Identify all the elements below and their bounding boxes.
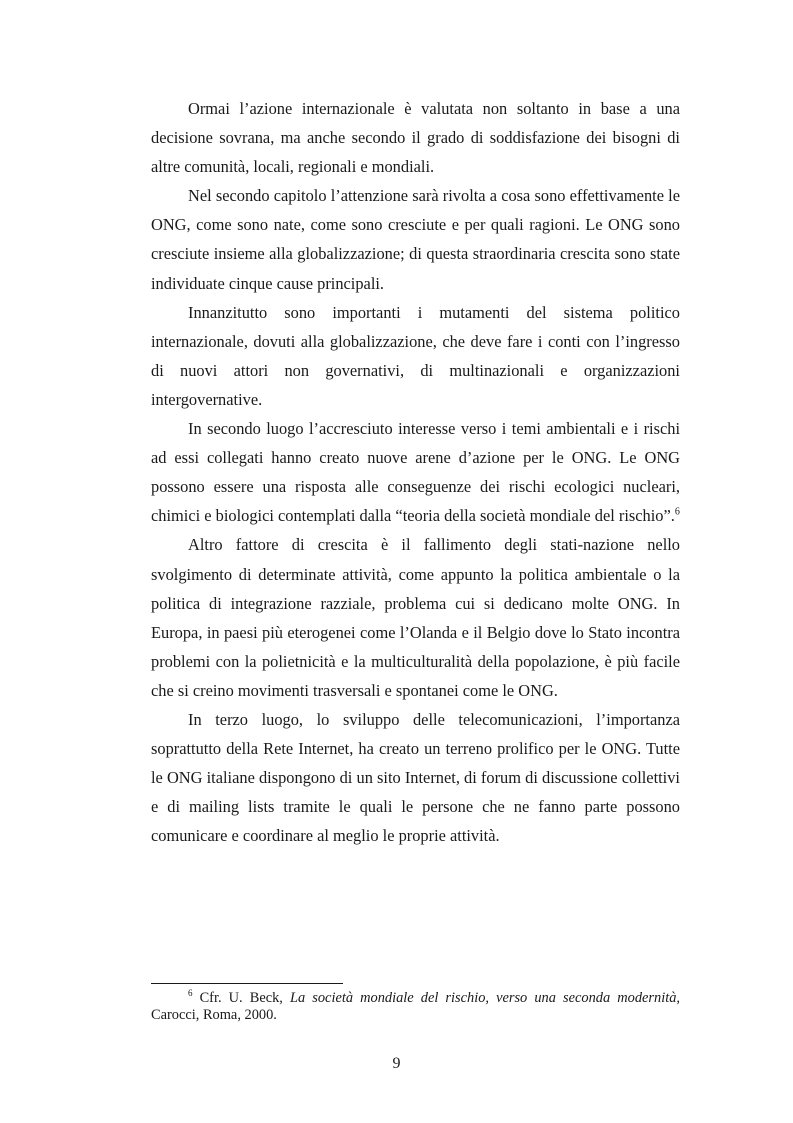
footnote-suffix: Carocci, Roma, 2000. [151, 1007, 277, 1023]
paragraph-4-text: In secondo luogo l’accresciuto interesse verso i temi ambientali e i rischi ad essi collegati hanno creato nuove arene d’azione per le ONG. Le ONG possono essere una risposta alle conseguenze dei rischi ecologici nucleari, chimici e biologici contemplati dalla “teoria della società mondiale del rischio”. [151, 419, 680, 526]
paragraph-3: Innanzitutto sono importanti i mutamenti del sistema politico internazionale, dovuti alla globalizzazione, che deve fare i conti con l’ingresso di nuovi attori non governativi, di multinazionali e organizzazioni intergovernative. [151, 302, 680, 409]
paragraph-6: In terzo luogo, lo sviluppo delle telecomunicazioni, l’importanza soprattutto della Rete Internet, ha creato un terreno prolifico per le ONG. Tutte le ONG italiane dispongono di un sito Internet, di forum di discussione collettivi e di mailing lists tramite le quali le persone che ne fanno parte possono comunicare e coordinare al meglio le proprie attività. [151, 709, 680, 846]
footnote [151, 990, 680, 1024]
page-number: 9 [392, 1055, 401, 1072]
paragraph-1: Ormai l’azione internazionale è valutata non soltanto in base a una decisione sovrana, ma anche secondo il grado di soddisfazione dei bisogni di altre comunità, locali, regionali e mondiali. [151, 99, 680, 177]
body-text [151, 94, 680, 850]
footnote-reference: 6 [674, 506, 680, 518]
footnote-prefix: Cfr. U. Beck, [192, 990, 290, 1006]
footnote-number: 6 [188, 988, 193, 999]
footnote-title: La società mondiale del rischio, verso una seconda modernità, [289, 990, 680, 1006]
footnote-divider [151, 983, 343, 984]
paragraph-4 [151, 414, 680, 530]
paragraph-5: Altro fattore di crescita è il fallimento degli stati-nazione nello svolgimento di determinate attività, come appunto la politica ambientale o la politica di integrazione razziale, problema cui si dedicano molte ONG. In Europa, in paesi più eterogenei come l’Olanda e il Belgio dove lo Stato incontra problemi con la polietnicità e la multiculturalità della popolazione, è più facile che si creino movimenti trasversali e spontanei come le ONG. [151, 535, 680, 700]
paragraph-2: Nel secondo capitolo l’attenzione sarà rivolta a cosa sono effettivamente le ONG, come sono nate, come sono cresciute e per quali ragioni. Le ONG sono cresciute insieme alla globalizzazione; di questa straordinaria crescita sono state individuate cinque cause principali. [151, 186, 680, 293]
